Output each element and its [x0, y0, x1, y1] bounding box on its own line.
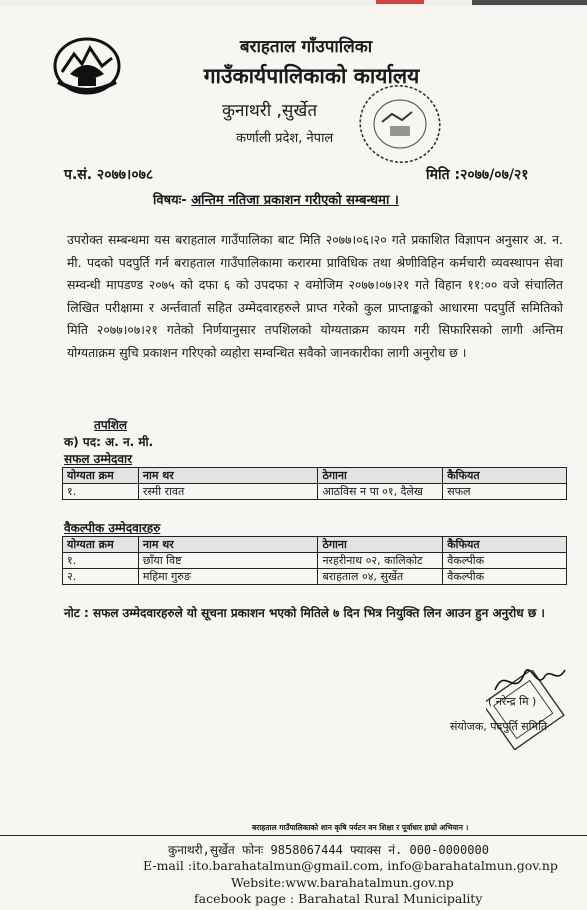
- cell-address: नरहरीनाथ ०२, कालिकोट: [318, 553, 443, 569]
- header-name: नाम थर: [138, 468, 318, 484]
- table-row: [63, 484, 567, 500]
- alternate-heading: वैकल्पीक उम्मेदवारहरु: [64, 521, 161, 535]
- table-row: [63, 569, 567, 585]
- successful-table: [62, 467, 567, 500]
- footer-email: E-mail :ito.barahatalmun@gmail.com, info@barahatalmun.gov.np: [143, 858, 558, 873]
- body-paragraph: उपरोक्त सम्बन्धमा यस बराहताल गाउँपालिका बाट मिति २०७७।०६।२० गते प्रकाशित विज्ञापन अनुसार अ. न. मी. पदको पदपुर्ति गर्न बराहताल गाउँपालिकामा करारमा प्राविधिक तथा श्रेणीविहिन कर्मचारी व्यवस्थापन सेवा सम्वन्धी मापडण्ड २०७५ को दफा ६ को उपदफा २ वमोजिम २०७७।०७।२१ गते विहान ११:०० वजे संचालित लिखित परीक्षामा र अर्न्तवार्ता सहित उम्मेदवारहरुले प्राप्त गरेको कुल प्राप्ताङ्कको आधारमा पदपुर्ति समितिको मिति २०७७।०७।२१ गतेको निर्णयानुसार तपशिलको योग्यताक्रम कायम गरी सिफारिसको लागी अन्तिम योग्यताक्रम सुचि प्रकाशन गरिएको व्यहोरा सम्वन्धित सवैको जानकारीका लागी अनुरोध छ ।: [67, 232, 563, 360]
- footer-phone: कुनाथरी,सुर्खेत फोनः 9858067444 फ्याक्स नं. 000-0000000: [168, 843, 489, 857]
- cell-address: बराहताल ०४, सुर्खेत: [318, 569, 443, 585]
- reference-number: प.सं. २०७७।०७८: [64, 167, 154, 183]
- subject-prefix: विषयः-: [153, 193, 187, 208]
- header-name: नाम थर: [138, 537, 318, 553]
- cell-name: छाँया विष्ट: [138, 553, 318, 569]
- municipality-name: बराहताल गाँउपालिका: [239, 37, 373, 57]
- cell-name: महिमा गुरुङ: [138, 569, 318, 585]
- office-stamp: [350, 78, 446, 170]
- subject-line: [153, 190, 399, 208]
- top-edge-mark: [376, 0, 424, 4]
- cell-name: रस्मी रावत: [138, 484, 318, 500]
- cell-remarks: सफल: [443, 484, 567, 500]
- cell-rank: १.: [63, 484, 139, 500]
- footer-website: Website:www.barahatalmun.gov.np: [231, 875, 454, 890]
- successful-heading: सफल उम्मेदवार: [64, 452, 133, 466]
- top-edge-mark-2: [472, 0, 587, 5]
- office-name: गाउँकार्यपालिकाको कार्यालय: [203, 64, 420, 88]
- header-address: ठेगाना: [318, 468, 443, 484]
- cell-rank: २.: [63, 569, 139, 585]
- cell-rank: १.: [63, 553, 139, 569]
- office-province: कर्णाली प्रदेश, नेपाल: [236, 131, 334, 146]
- cell-remarks: वैकल्पीक: [443, 553, 567, 569]
- letter-date: मिति :२०७७/०७/२१: [426, 167, 529, 183]
- post-name: क) पद: अ. न. मी.: [64, 435, 154, 449]
- tapsil-heading: तपशिल: [94, 418, 128, 432]
- alternate-table: [62, 536, 567, 585]
- header-remarks: कैफियत: [443, 537, 567, 553]
- office-location: कुनाथरी ,सुर्खेत: [222, 101, 318, 121]
- header-address: ठेगाना: [318, 537, 443, 553]
- header-rank: योग्यता क्रम: [63, 537, 139, 553]
- note-text: नोट : सफल उम्मेदवारहरुले यो सूचना प्रकाशन भएको मितिले ७ दिन भित्र नियुक्ति लिन आउन हुन अनुरोध छ ।: [64, 606, 545, 620]
- header-remarks: कैफियत: [443, 468, 567, 484]
- footer-divider: [0, 835, 587, 836]
- signatory-role: संयोजक, पदपुर्ति समिति: [450, 720, 548, 733]
- cell-remarks: वैकल्पीक: [443, 569, 567, 585]
- table-header-row: [63, 537, 567, 553]
- cell-address: आठविस न पा ०१, दैलेख: [318, 484, 443, 500]
- signatory-name: ( नरेन्द्र मि ): [488, 695, 537, 708]
- table-row: [63, 553, 567, 569]
- table-header-row: [63, 468, 567, 484]
- subject-text: अन्तिम नतिजा प्रकाशन गरीएको सम्बन्धमा ।: [191, 193, 399, 208]
- footer-slogan: बराहताल गाउँपालिकाको शान कृषि पर्यटन वन शिक्षा र पूर्वाधार हाम्रो अभियान ।: [252, 823, 469, 832]
- footer-facebook: facebook page : Barahatal Rural Municipality: [194, 891, 483, 906]
- header-rank: योग्यता क्रम: [63, 468, 139, 484]
